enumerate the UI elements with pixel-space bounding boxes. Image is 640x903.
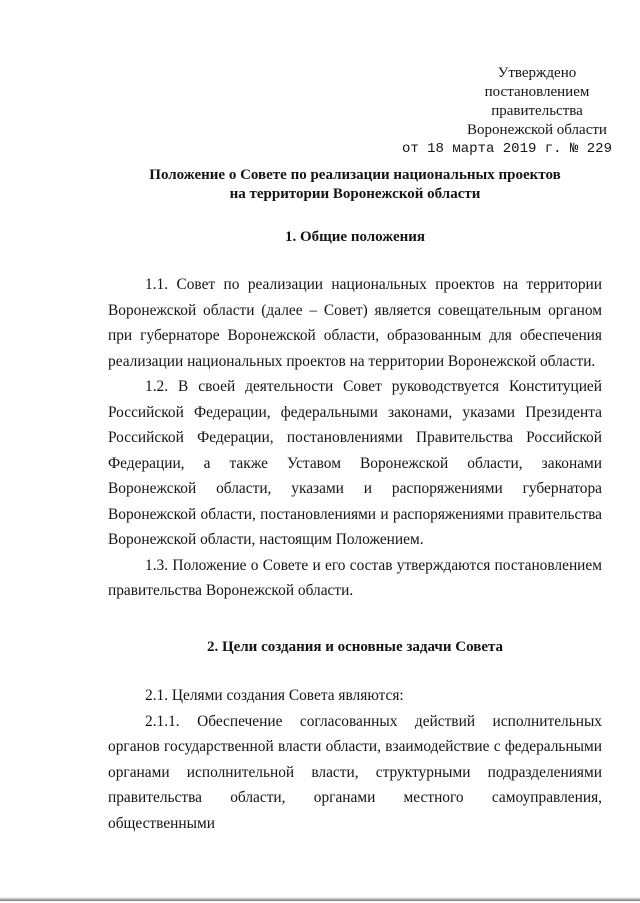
section-1-body bbox=[108, 272, 602, 604]
document-title-line-2: на территории Воронежской области bbox=[229, 186, 481, 202]
scan-bottom-edge bbox=[0, 897, 640, 901]
section-2-body bbox=[108, 683, 602, 836]
paragraph-1-1: 1.1. Совет по реализации национальных проектов на территории Воронежской области (далее – Совет) является совещательным органом при губернаторе Воронежской области, образованным для обеспечения реализации национальных проектов на территории Воронежской области. bbox=[108, 276, 602, 370]
approval-line-2: постановлением bbox=[484, 84, 590, 100]
document-title-line-1: Положение о Совете по реализации национальных проектов bbox=[149, 167, 561, 183]
section-2-heading: 2. Цели создания и основные задачи Совета bbox=[206, 639, 504, 655]
section-1-heading: 1. Общие положения bbox=[284, 229, 426, 245]
paragraph-1-3: 1.3. Положение о Совете и его состав утверждаются постановлением правительства Воронежской области. bbox=[108, 556, 602, 599]
approval-stamp bbox=[382, 64, 612, 159]
document-title bbox=[60, 166, 640, 204]
paragraph-2-1: 2.1. Целями создания Совета являются: bbox=[145, 687, 404, 704]
paragraph-2-1-1: 2.1.1. Обеспечение согласованных действий исполнительных органов государственной власти области, взаимодействие с федеральными органами исполнительной власти, структурными подразделениями правительства области, органами местного самоуправления, общественными bbox=[108, 712, 602, 832]
paragraph-1-2: 1.2. В своей деятельности Совет руководствуется Конституцией Российской Федерации, федеральными законами, указами Президента Российской Федерации, постановлениями Правительства Российской Федерации, а также Уставом Воронежской области, законами Воронежской области, указами и распоряжениями губернатора Воронежской области, постановлениями и распоряжениями правительства Воронежской области, настоящим Положением. bbox=[108, 378, 602, 548]
approval-line-1: Утверждено bbox=[497, 65, 577, 81]
approval-line-4: Воронежской области bbox=[467, 122, 607, 138]
approval-line-3: правительства bbox=[491, 103, 583, 119]
approval-date: от 18 марта 2019 г. № 229 bbox=[401, 141, 612, 157]
